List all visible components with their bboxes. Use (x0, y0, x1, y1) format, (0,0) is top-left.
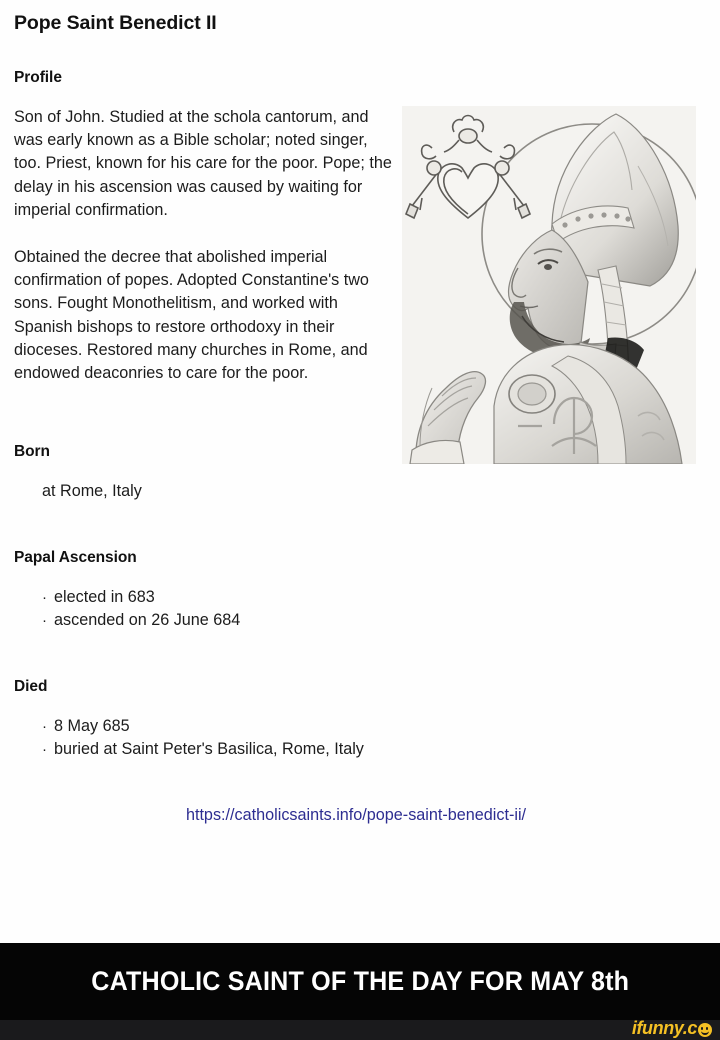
bullet-icon: · (42, 741, 47, 759)
section-heading-died: Died (14, 678, 48, 696)
bullet-icon: · (42, 612, 47, 630)
list-item-label: ascended on 26 June 684 (54, 611, 241, 630)
saint-of-the-day-banner (0, 943, 720, 1020)
list-item (42, 715, 706, 738)
page-title: Pope Saint Benedict II (14, 12, 217, 34)
footer-strip (0, 1020, 720, 1040)
section-heading-papal-ascension: Papal Ascension (14, 549, 137, 567)
saint-illustration (402, 106, 696, 464)
watermark-text: ifunny.c (631, 1018, 697, 1038)
list-item-label: elected in 683 (54, 587, 155, 606)
source-link-row (14, 804, 706, 827)
section-heading-profile: Profile (14, 69, 62, 87)
list-item-label: 8 May 685 (54, 717, 130, 736)
died-list (14, 715, 706, 762)
section-heading-born: Born (14, 443, 50, 461)
papal-ascension-list (14, 586, 706, 633)
list-item (42, 586, 706, 609)
born-value: at Rome, Italy (42, 481, 142, 500)
source-link[interactable]: https://catholicsaints.info/pope-saint-benedict-ii/ (185, 805, 527, 824)
banner-text: CATHOLIC SAINT OF THE DAY FOR MAY 8th (91, 966, 629, 996)
profile-paragraph-1: Son of John. Studied at the schola cantorum, and was early known as a Bible scholar; noted singer, too. Priest, known for his care for the poor. Pope; the delay in his ascension was caused by waiting for imperial confirmation. (14, 107, 392, 219)
list-item (42, 609, 706, 632)
bullet-icon: · (42, 718, 47, 736)
list-item-label: buried at Saint Peter's Basilica, Rome, Italy (54, 740, 364, 759)
smiley-face-icon (698, 1023, 712, 1037)
ifunny-watermark (632, 1018, 712, 1038)
list-item (42, 738, 706, 761)
bullet-icon: · (42, 588, 47, 606)
saint-illustration-drawing (402, 106, 696, 464)
profile-paragraph-2: Obtained the decree that abolished imperial confirmation of popes. Adopted Constantine's two sons. Fought Monothelitism, and worked with Spanish bishops to restore orthodoxy in their dioceses. Restored many churches in Rome, and endowed deaconries to care for the poor. (14, 248, 369, 383)
